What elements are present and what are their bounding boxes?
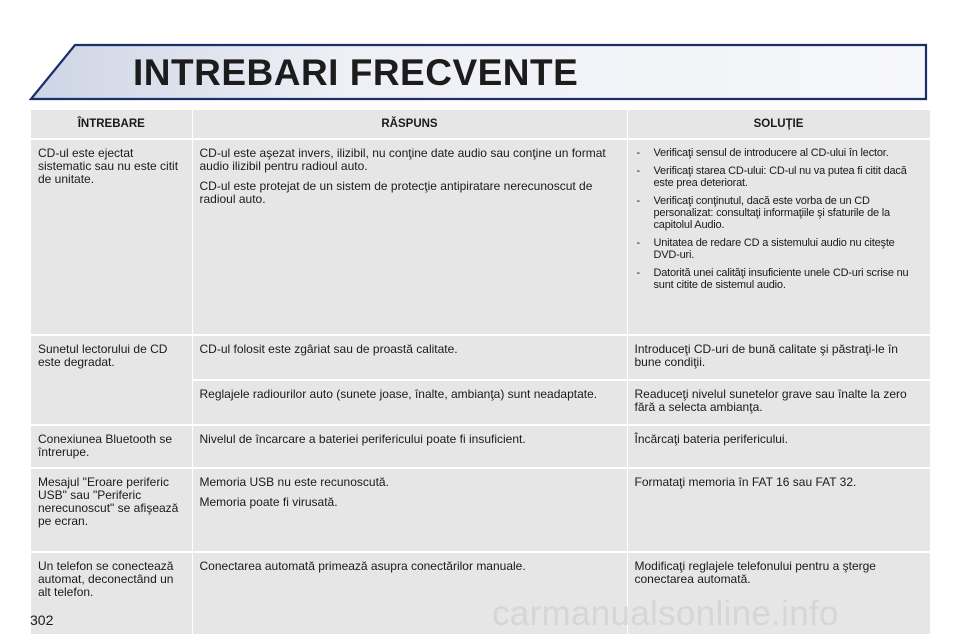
solution-item: - Verificaţi sensul de introducere al CD-ului în lector. <box>635 147 924 159</box>
answer-text: CD-ul este protejat de un sistem de protecţie antipiratare nerecunoscut de radioul auto. <box>199 179 593 206</box>
header-solution: SOLUŢIE <box>627 110 930 139</box>
answer-cell <box>192 425 627 468</box>
header-question: ÎNTREBARE <box>31 110 192 139</box>
question-cell <box>31 552 192 634</box>
solution-list <box>635 147 924 291</box>
watermark: carmanualsonline.info <box>492 594 839 633</box>
page-title: INTREBARI FRECVENTE <box>133 52 579 93</box>
question-cell <box>31 425 192 468</box>
solution-item: - Verificaţi starea CD-ului: CD-ul nu va putea fi citit dacă este prea deteriorat. <box>635 165 924 189</box>
answer-cell <box>192 139 627 335</box>
answer-text: CD-ul este aşezat invers, ilizibil, nu conţine date audio sau conţine un format audio ilizibil pentru radioul auto. <box>199 146 606 173</box>
solution-cell <box>627 468 930 552</box>
page-number: 302 <box>30 612 54 628</box>
answer-cell <box>192 335 627 380</box>
table-row <box>31 139 930 335</box>
question-cell <box>31 468 192 552</box>
solution-text: Modificaţi reglajele telefonului pentru a şterge conectarea automată. <box>634 559 876 586</box>
solution-cell <box>627 425 930 468</box>
solution-text: Introduceţi CD-uri de bună calitate şi păstraţi-le în bune condiţii. <box>634 342 898 369</box>
solution-item: - Unitatea de redare CD a sistemului audio nu citeşte DVD-uri. <box>635 237 924 261</box>
solution-item: - Verificaţi conţinutul, dacă este vorba de un CD personalizat: consultaţi informaţiile şi sfaturile de la capitolul Audio. <box>635 195 924 231</box>
header-answer: RĂSPUNS <box>192 110 627 139</box>
answer-cell <box>192 380 627 425</box>
answer-text: Reglajele radiourilor auto (sunete joase, înalte, ambianţa) sunt neadaptate. <box>199 387 598 401</box>
table-row <box>31 335 930 380</box>
answer-text: Nivelul de încarcare a bateriei perifericului poate fi insuficient. <box>199 432 526 446</box>
solution-item: - Datorită unei calităţi insuficiente unele CD-uri scrise nu sunt citite de sistemul audio. <box>635 267 924 291</box>
question-cell <box>31 139 192 335</box>
faq-table <box>31 110 931 634</box>
question-text: Sunetul lectorului de CD este degradat. <box>38 342 168 369</box>
solution-text: Formataţi memoria în FAT 16 sau FAT 32. <box>634 475 857 489</box>
question-text: CD-ul este ejectat sistematic sau nu este citit de unitate. <box>38 146 179 186</box>
answer-text: Memoria USB nu este recunoscută. <box>199 475 389 489</box>
table-header-row <box>31 110 930 139</box>
solution-cell <box>627 380 930 425</box>
table-row <box>31 425 930 468</box>
answer-cell <box>192 468 627 552</box>
solution-cell <box>627 139 930 335</box>
solution-text: Readuceţi nivelul sunetelor grave sau înalte la zero fără a selecta ambianţa. <box>634 387 907 414</box>
answer-text: Memoria poate fi virusată. <box>199 495 338 509</box>
question-text: Mesajul "Eroare periferic USB" sau "Periferic nerecunoscut" se afişează pe ecran. <box>38 475 179 528</box>
answer-text: Conectarea automată primează asupra conectărilor manuale. <box>199 559 526 573</box>
question-cell <box>31 335 192 425</box>
solution-cell <box>627 335 930 380</box>
table-row <box>31 468 930 552</box>
question-text: Un telefon se conectează automat, deconectând un alt telefon. <box>38 559 174 599</box>
question-text: Conexiunea Bluetooth se întrerupe. <box>38 432 173 459</box>
solution-text: Încărcaţi bateria perifericului. <box>634 432 788 446</box>
answer-text: CD-ul folosit este zgâriat sau de proastă calitate. <box>199 342 458 356</box>
